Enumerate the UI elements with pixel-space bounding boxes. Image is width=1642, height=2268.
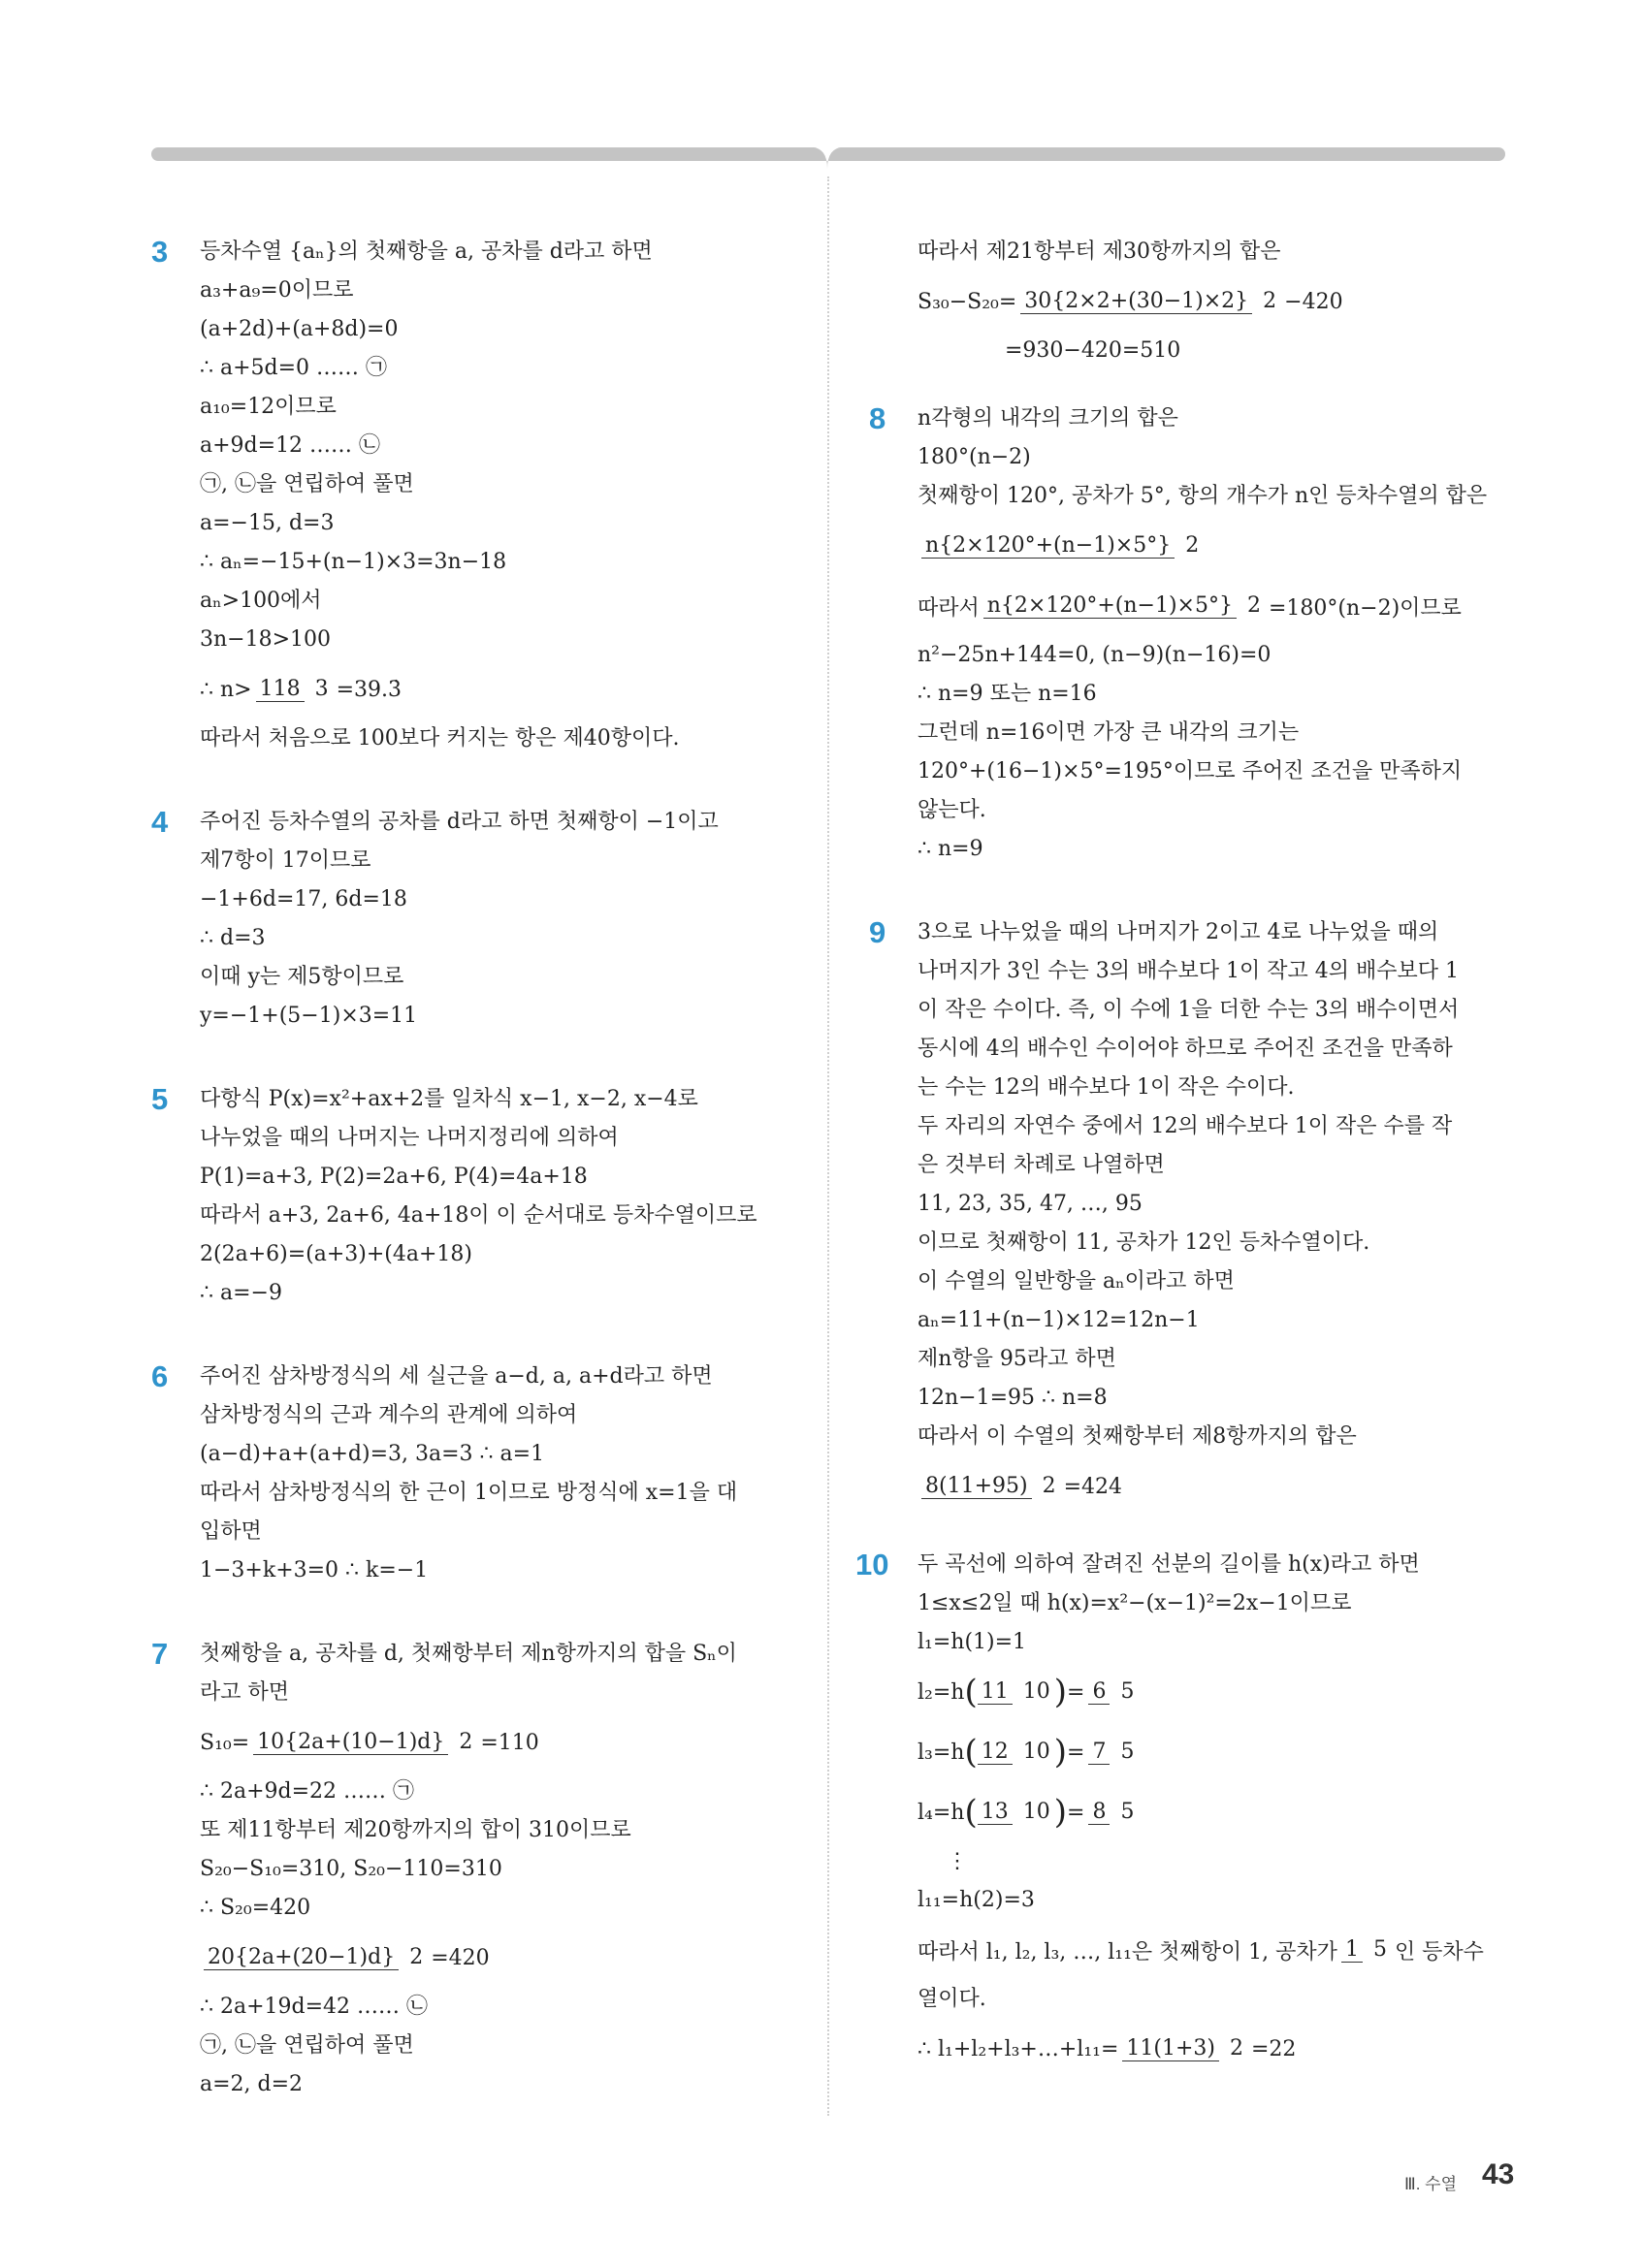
expr-text: l₄=h [918,1800,965,1825]
fraction-line [200,659,801,719]
numerator: 12 [978,1740,1013,1765]
problem-number: 7 [151,1637,169,1671]
paren-open: ( [964,1673,978,1711]
problem-3 [151,233,801,758]
numerator: 6 [1088,1679,1110,1705]
numerator: 1 [1341,1937,1363,1963]
problem-number: 8 [869,401,886,435]
solution-line: 주어진 삼차방정식의 세 실근을 a−d, a, a+d라고 하면 [200,1364,713,1389]
solution-line: aₙ>100에서 [200,589,322,613]
solution-line: a+9d=12 …… ㉡ [200,433,381,458]
fraction-line [918,1662,1509,1722]
solution-line: y=−1+(5−1)×3=11 [200,1004,418,1028]
expr-text: ∴ n> [200,677,252,702]
solution-line: ∴ n=9 [918,837,983,861]
fraction-line [918,2019,1509,2079]
paren-close: ) [1053,1793,1067,1832]
fraction-line [918,1920,1509,1980]
denominator: 10 [1022,1740,1050,1764]
fraction [256,677,333,702]
expr-text: =22 [1251,2036,1297,2061]
problem-4 [151,803,801,1036]
solution-line: 이 작은 수이다. 즉, 이 수에 1을 더한 수는 3의 배수이면서 [918,998,1460,1022]
solution-line: 3으로 나누었을 때의 나머지가 2이고 4로 나누었을 때의 [918,920,1439,944]
solution-line: S₂₀−S₁₀=310, S₂₀−110=310 [200,1857,502,1881]
paren-open: ( [964,1733,978,1772]
problem-10 [855,1546,1509,2079]
fraction [921,1474,1060,1499]
paren-close: ) [1053,1673,1067,1711]
top-rule-left [151,147,821,161]
fraction [1088,1800,1138,1825]
paren-open: ( [964,1793,978,1832]
solution-line: 따라서 a+3, 2a+6, 4a+18이 이 순서대로 등차수열이므로 [200,1203,757,1228]
solution-line: 3n−18>100 [200,627,332,652]
numerator: 11 [978,1679,1013,1705]
solution-line: ∴ a+5d=0 …… ㉠ [200,356,388,380]
right-column [855,233,1509,2079]
page-number: 43 [1482,2158,1515,2190]
solution-line: ∴ S₂₀=420 [200,1896,311,1920]
solution-line: ⋮ [947,1849,968,1873]
solution-line: 열이다. [918,1987,986,2011]
numerator: 20{2a+(20−1)d} [204,1945,399,1970]
expr-text: S₁₀= [200,1730,250,1755]
expr-text: 인 등차수 [1394,1939,1484,1965]
denominator: 5 [1120,1679,1135,1704]
numerator: 10{2a+(10−1)d} [253,1730,448,1755]
solution-line: l₁₁=h(2)=3 [918,1888,1035,1912]
numerator: 8 [1088,1800,1110,1825]
fraction [1341,1937,1391,1963]
solution-line: 120°+(16−1)×5°=195°이므로 주어진 조건을 만족하지 [918,759,1463,783]
problem-number: 3 [151,235,169,269]
solution-line: 따라서 처음으로 100보다 커지는 항은 제40항이다. [200,726,680,751]
solution-line: 180°(n−2) [918,445,1031,469]
denominator: 2 [409,1945,424,1969]
problem-number: 9 [869,915,886,949]
fraction-line [918,1782,1509,1842]
numerator: 8(11+95) [921,1474,1032,1499]
solution-line: 두 자리의 자연수 중에서 12의 배수보다 1이 작은 수를 작 [918,1114,1453,1138]
fraction-line [918,1456,1509,1517]
denominator: 5 [1120,1740,1135,1764]
denominator: 2 [1042,1474,1056,1498]
expr-text: −420 [1284,289,1343,314]
solution-line: a=−15, d=3 [200,511,335,535]
equals-sign: = [1067,1740,1085,1765]
solution-line: ∴ 2a+19d=42 …… ㉡ [200,1995,429,2019]
denominator: 5 [1372,1937,1387,1962]
fraction [204,1945,427,1970]
expr-text: =180°(n−2)이므로 [1268,595,1462,621]
expr-text: =424 [1063,1474,1123,1499]
solution-line: 따라서 삼차방정식의 한 근이 1이므로 방정식에 x=1을 대 [200,1481,738,1505]
solution-line: 은 것부터 차례로 나열하면 [918,1153,1165,1177]
denominator: 3 [314,677,329,701]
solution-line: 첫째항이 120°, 공차가 5°, 항의 개수가 n인 등차수열의 합은 [918,484,1488,508]
solution-line: a=2, d=2 [200,2072,304,2096]
expr-text: 따라서 [918,595,980,621]
fraction-line [918,576,1509,636]
solution-line: 나머지가 3인 수는 3의 배수보다 1이 작고 4의 배수보다 1 [918,959,1459,983]
solution-line: 따라서 제21항부터 제30항까지의 합은 [918,240,1281,264]
solution-line: 주어진 등차수열의 공차를 d라고 하면 첫째항이 −1이고 [200,810,719,834]
solution-line: 또 제11항부터 제20항까지의 합이 310이므로 [200,1818,631,1842]
problem-6 [151,1358,801,1590]
fraction [1088,1740,1138,1765]
solution-line: P(1)=a+3, P(2)=2a+6, P(4)=4a+18 [200,1165,588,1189]
solution-line: 첫째항을 a, 공차를 d, 첫째항부터 제n항까지의 합을 Sₙ이 [200,1642,737,1666]
solution-line: a₃+a₉=0이므로 [200,278,354,303]
expr-text: ∴ l₁+l₂+l₃+…+l₁₁= [918,2036,1119,2061]
solution-line: ∴ n=9 또는 n=16 [918,682,1097,706]
fraction [1020,289,1280,314]
denominator: 2 [1263,289,1277,313]
problem-number: 6 [151,1359,169,1393]
numerator: 11(1+3) [1122,2036,1219,2061]
solution-line: 이므로 첫째항이 11, 공차가 12인 등차수열이다. [918,1230,1370,1255]
denominator: 2 [1185,533,1200,558]
fraction-line [200,1712,801,1773]
fraction-line [918,516,1509,576]
solution-line: −1+6d=17, 6d=18 [200,887,407,911]
fraction [921,533,1203,559]
problem-number: 4 [151,805,169,839]
fraction [253,1730,476,1755]
solution-line: 않는다. [918,798,986,822]
solution-line: 1≤x≤2일 때 h(x)=x²−(x−1)²=2x−1이므로 [918,1591,1352,1615]
solution-line: 11, 23, 35, 47, …, 95 [918,1192,1143,1216]
footer-section-label: Ⅲ. 수열 [1404,2175,1458,2193]
paren-close: ) [1053,1733,1067,1772]
solution-line: 이 수열의 일반항을 aₙ이라고 하면 [918,1269,1235,1294]
solution-line: 다항식 P(x)=x²+ax+2를 일차식 x−1, x−2, x−4로 [200,1087,698,1111]
solution-line: (a−d)+a+(a+d)=3, 3a=3 ∴ a=1 [200,1442,545,1466]
column-divider [827,176,829,2116]
problem-number: 5 [151,1082,169,1116]
solution-line: 2(2a+6)=(a+3)+(4a+18) [200,1242,472,1266]
solution-line: aₙ=11+(n−1)×12=12n−1 [918,1308,1200,1332]
denominator: 2 [459,1730,473,1754]
fraction [983,593,1265,619]
expr-text: l₃=h [918,1740,965,1765]
numerator: n{2×120°+(n−1)×5°} [983,593,1237,619]
fraction-line [200,1928,801,1988]
expr-text: S₃₀−S₂₀= [918,289,1017,314]
numerator: 7 [1088,1740,1110,1765]
expr-text: 따라서 l₁, l₂, l₃, …, l₁₁은 첫째항이 1, 공차가 [918,1939,1337,1965]
fraction-line [918,1722,1509,1782]
solution-line: 삼차방정식의 근과 계수의 관계에 의하여 [200,1403,578,1427]
denominator: 5 [1120,1800,1135,1824]
problem-9 [869,913,1509,1517]
fraction [1088,1679,1138,1705]
solution-line: n각형의 내각의 크기의 합은 [918,406,1178,431]
fraction-line [918,272,1509,332]
fraction [1122,2036,1247,2061]
denominator: 10 [1022,1679,1050,1704]
solution-line: 등차수열 {aₙ}의 첫째항을 a, 공차를 d라고 하면 [200,240,653,264]
solution-line: a₁₀=12이므로 [200,395,337,419]
problem-8 [869,399,1509,869]
solution-line: ∴ aₙ=−15+(n−1)×3=3n−18 [200,550,507,574]
solution-line: (a+2d)+(a+8d)=0 [200,317,399,341]
fraction [978,1740,1054,1765]
expr-text: =420 [431,1945,490,1970]
solution-line: 는 수는 12의 배수보다 1이 작은 수이다. [918,1075,1295,1100]
problem-7 [151,1635,801,2104]
equals-sign: = [1067,1679,1085,1705]
solution-line: l₁=h(1)=1 [918,1630,1027,1654]
fraction [978,1800,1054,1825]
denominator: 2 [1246,593,1261,618]
solution-line: 라고 하면 [200,1680,290,1705]
expr-text: l₂=h [918,1679,965,1705]
problem-number: 10 [855,1548,889,1581]
equals-sign: = [1067,1800,1085,1825]
top-rule-right [834,147,1505,161]
expr-text: =110 [480,1730,539,1755]
denominator: 10 [1022,1800,1050,1824]
top-rule-notch [811,145,844,171]
left-column [151,233,801,2104]
solution-line: =930−420=510 [1005,338,1181,363]
solution-line: n²−25n+144=0, (n−9)(n−16)=0 [918,643,1272,667]
solution-line: ∴ a=−9 [200,1281,282,1305]
numerator: 30{2×2+(30−1)×2} [1020,289,1252,314]
solution-line: ∴ d=3 [200,926,266,950]
solution-line: 1−3+k+3=0 ∴ k=−1 [200,1558,429,1582]
numerator: 118 [256,677,305,702]
problem-5 [151,1080,801,1313]
solution-line: ㉠, ㉡을 연립하여 풀면 [200,2033,414,2058]
solution-line: 나누었을 때의 나머지는 나머지정리에 의하여 [200,1126,619,1150]
solution-line: ∴ 2a+9d=22 …… ㉠ [200,1779,415,1804]
numerator: n{2×120°+(n−1)×5°} [921,533,1175,559]
solution-line: 제n항을 95라고 하면 [918,1347,1116,1371]
solution-line: 그런데 n=16이면 가장 큰 내각의 크기는 [918,720,1300,745]
solution-line: 12n−1=95 ∴ n=8 [918,1386,1108,1410]
problem-7-continued [869,233,1509,370]
fraction [978,1679,1054,1705]
numerator: 13 [978,1800,1013,1825]
solution-line: 제7항이 17이므로 [200,848,371,873]
solution-line: 입하면 [200,1519,262,1544]
solution-line: 따라서 이 수열의 첫째항부터 제8항까지의 합은 [918,1424,1357,1449]
solution-line: 이때 y는 제5항이므로 [200,965,404,989]
denominator: 2 [1230,2036,1243,2060]
solution-line: 동시에 4의 배수인 수이어야 하므로 주어진 조건을 만족하 [918,1037,1453,1061]
solution-line: ㉠, ㉡을 연립하여 풀면 [200,472,414,496]
expr-text: =39.3̇ [336,677,402,702]
solution-line: 두 곡선에 의하여 잘려진 선분의 길이를 h(x)라고 하면 [918,1552,1420,1577]
